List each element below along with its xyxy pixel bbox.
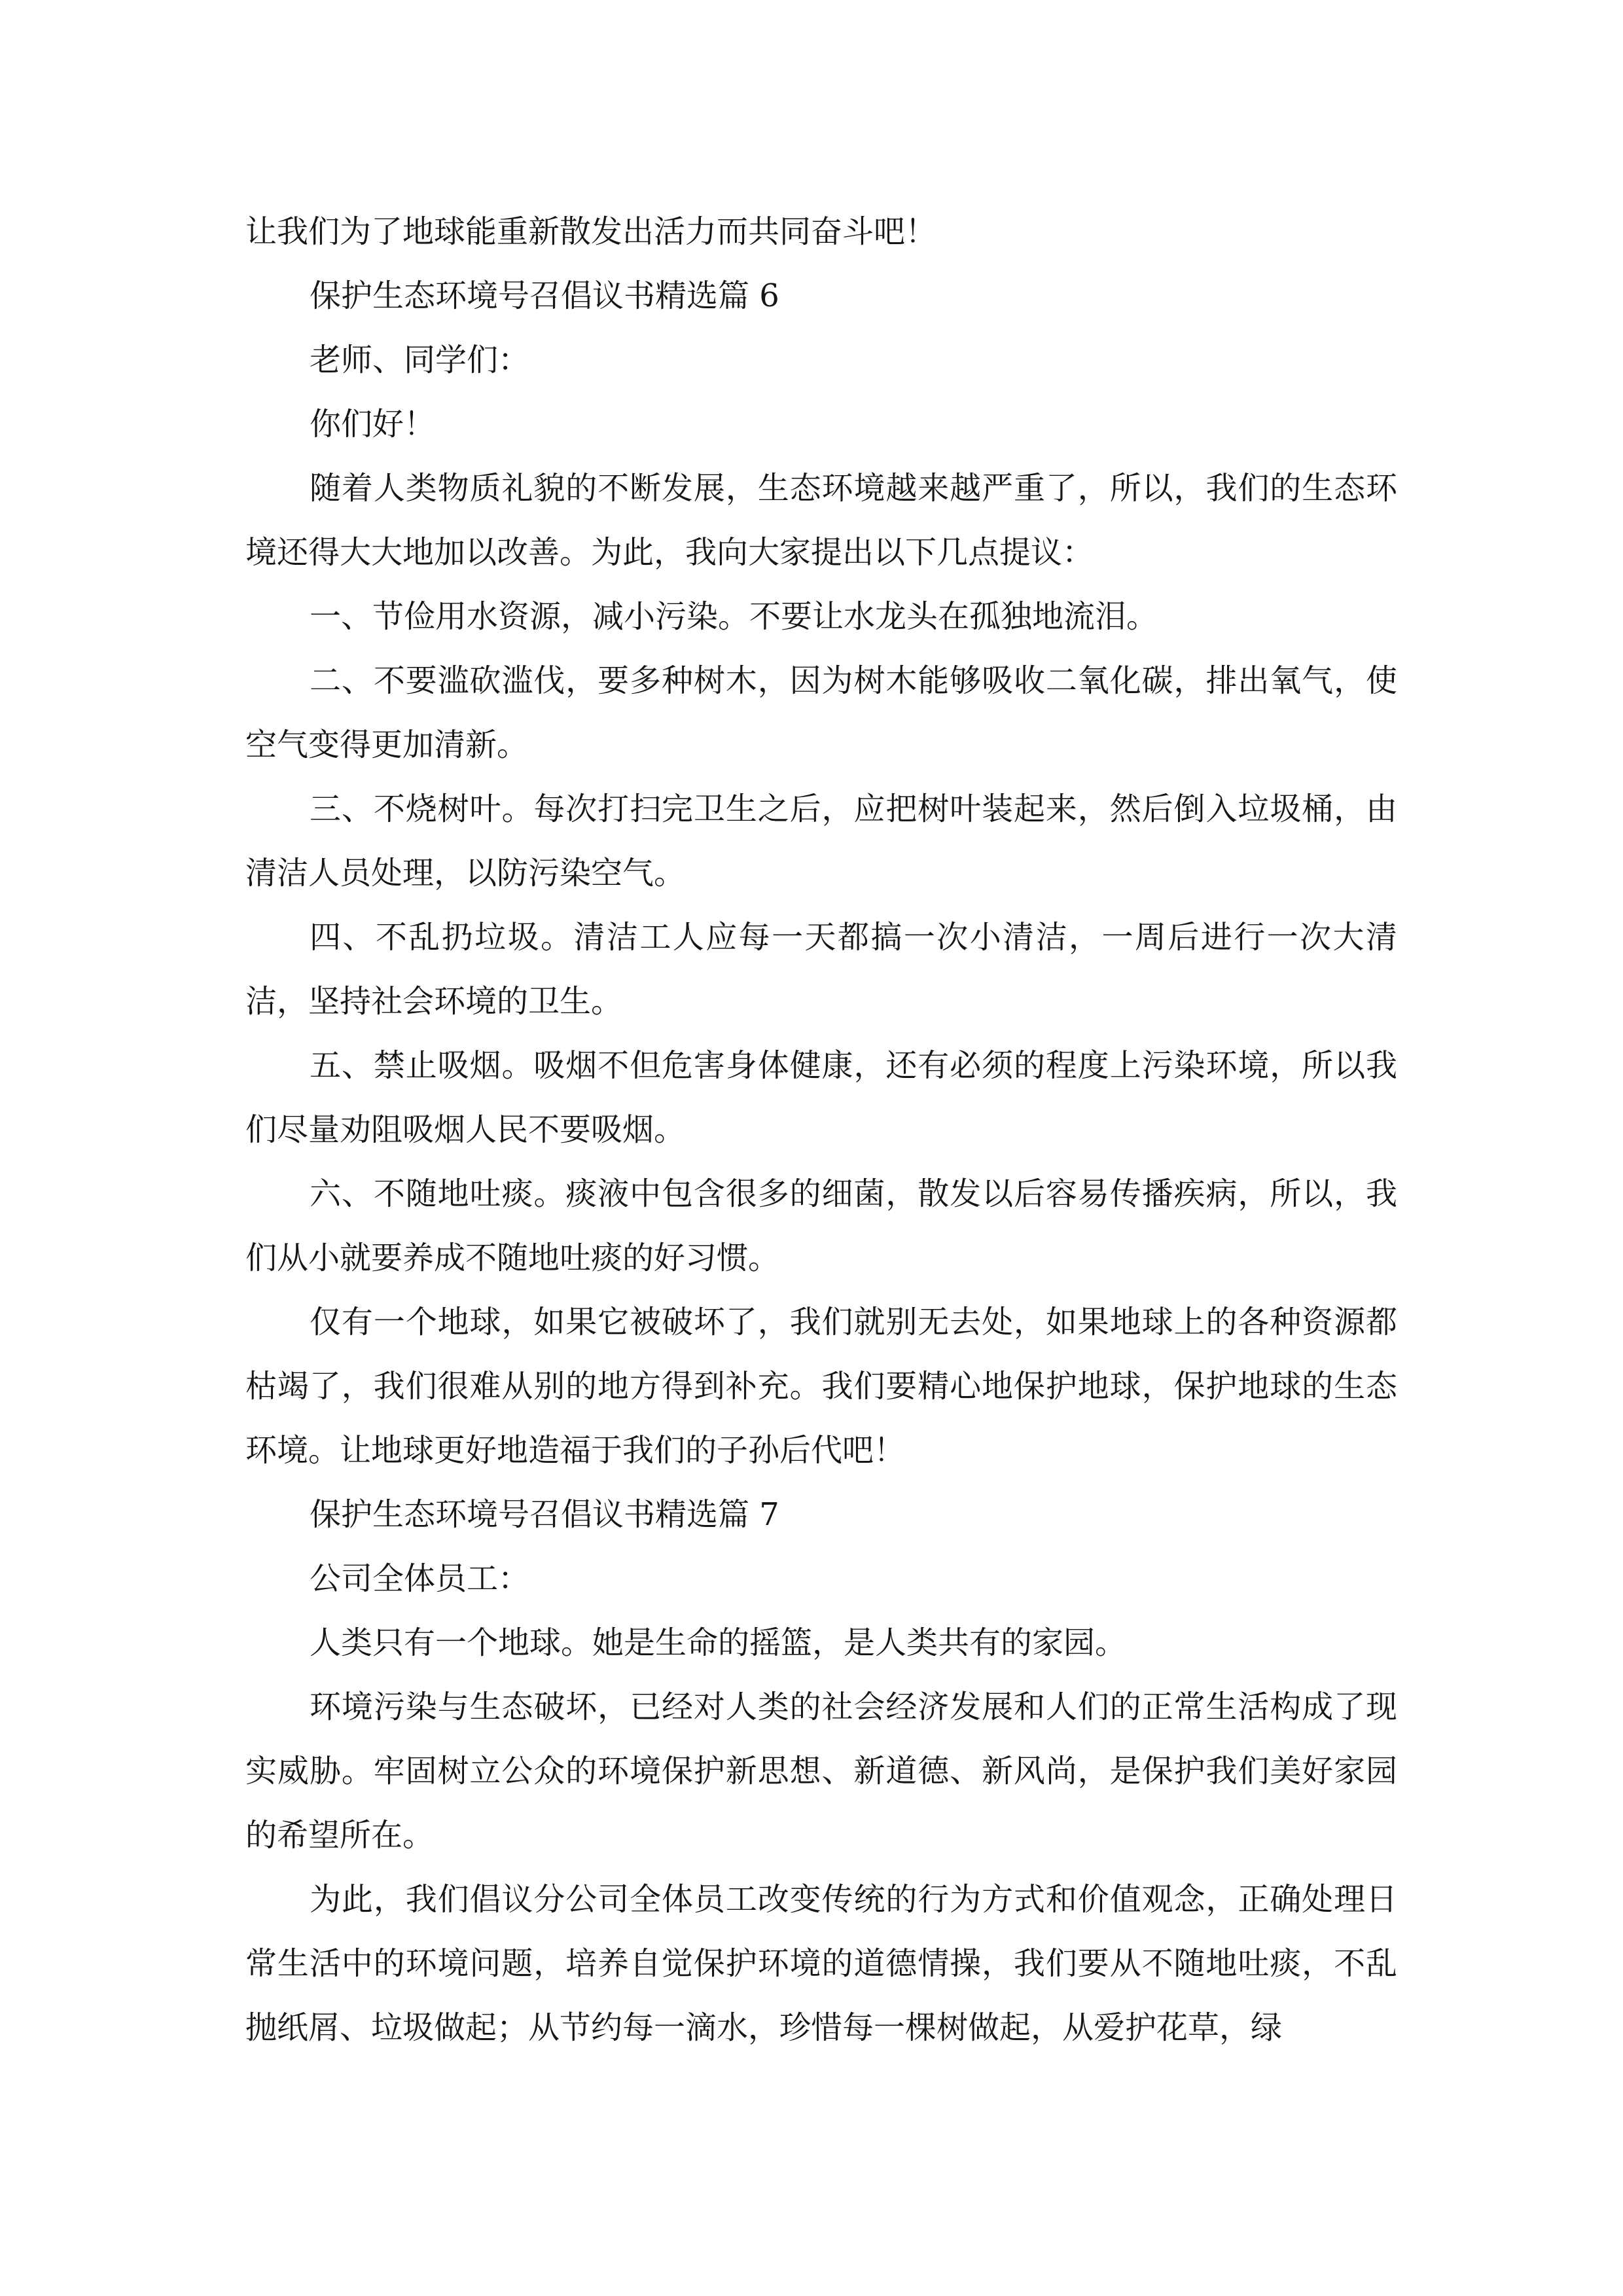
paragraph-initiative: 为此，我们倡议分公司全体员工改变传统的行为方式和价值观念，正确处理日常生活中的环境问题，培养自觉保护环境的道德情操，我们要从不随地吐痰，不乱抛纸屑、垃圾做起；从节约每一滴水，珍惜每一棵树做起，从爱护花草，绿 bbox=[245, 1881, 1397, 2046]
salutation: 老师、同学们： bbox=[310, 342, 530, 378]
proposal-item-3: 三、不烧树叶。每次打扫完卫生之后，应把树叶装起来，然后倒入垃圾桶，由清洁人员处理，以防污染空气。 bbox=[245, 791, 1397, 891]
paragraph-intro: 随着人类物质礼貌的不断发展，生态环境越来越严重了，所以，我们的生态环境还得大大地加以改善。为此，我向大家提出以下几点提议： bbox=[245, 470, 1397, 571]
paragraph-closing-line: 让我们为了地球能重新散发出活力而共同奋斗吧！ bbox=[245, 213, 937, 250]
section-heading-7: 保护生态环境号召倡议书精选篇 7 bbox=[310, 1496, 779, 1533]
proposal-item-4: 四、不乱扔垃圾。清洁工人应每一天都搞一次小清洁，一周后进行一次大清洁，坚持社会环境的卫生。 bbox=[245, 919, 1397, 1020]
salutation-company: 公司全体员工： bbox=[310, 1560, 530, 1597]
greeting: 你们好！ bbox=[310, 406, 436, 442]
paragraph-conclusion: 仅有一个地球，如果它被破坏了，我们就别无去处，如果地球上的各种资源都枯竭了，我们很难从别的地方得到补充。我们要精心地保护地球，保护地球的生态环境。让地球更好地造福于我们的子孙后代吧！ bbox=[245, 1304, 1397, 1469]
paragraph-pollution: 环境污染与生态破坏，已经对人类的社会经济发展和人们的正常生活构成了现实威胁。牢固树立公众的环境保护新思想、新道德、新风尚，是保护我们美好家园的希望所在。 bbox=[245, 1689, 1397, 1854]
proposal-item-5: 五、禁止吸烟。吸烟不但危害身体健康，还有必须的程度上污染环境，所以我们尽量劝阻吸烟人民不要吸烟。 bbox=[245, 1047, 1397, 1148]
proposal-item-1: 一、节俭用水资源，减小污染。不要让水龙头在孤独地流泪。 bbox=[310, 598, 1158, 635]
document-body bbox=[245, 200, 1397, 2060]
proposal-item-2: 二、不要滥砍滥伐，要多种树木，因为树木能够吸收二氧化碳，排出氧气，使空气变得更加清新。 bbox=[245, 662, 1397, 763]
paragraph-one-earth: 人类只有一个地球。她是生命的摇篮，是人类共有的家园。 bbox=[310, 1624, 1127, 1661]
proposal-item-6: 六、不随地吐痰。痰液中包含很多的细菌，散发以后容易传播疾病，所以，我们从小就要养成不随地吐痰的好习惯。 bbox=[245, 1175, 1397, 1276]
section-heading-6: 保护生态环境号召倡议书精选篇 6 bbox=[310, 278, 779, 314]
